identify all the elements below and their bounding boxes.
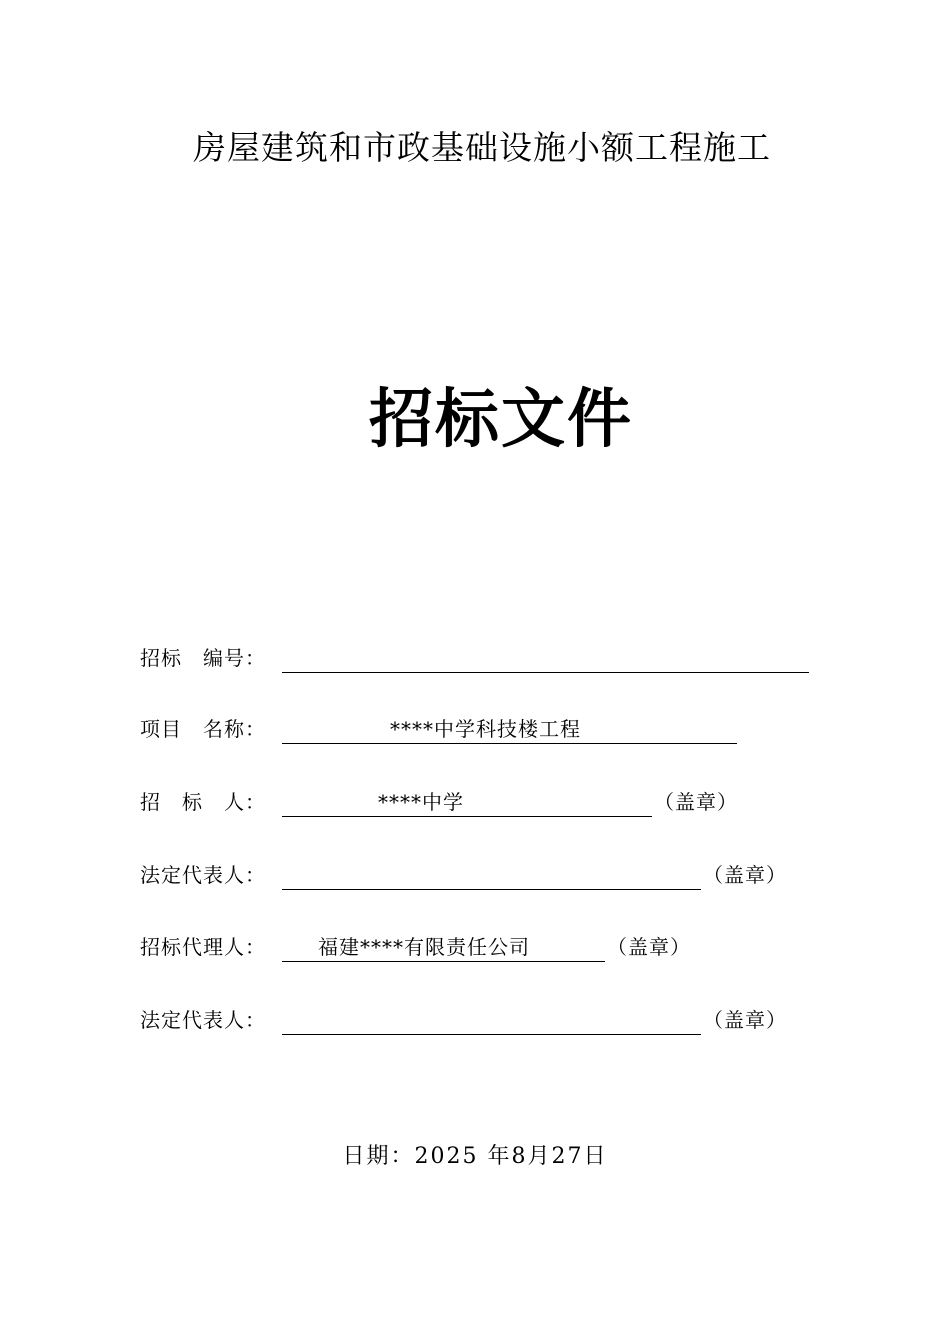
tenderer-stamp-note: （盖章） <box>654 790 738 814</box>
project-name-row <box>140 714 820 744</box>
legal-rep-label-1: 法定代表人： <box>140 863 266 887</box>
agent-label: 招标代理人： <box>140 935 266 959</box>
legal-rep-stamp-note-2: （盖章） <box>703 1008 787 1032</box>
tenderer-label: 招 标 人： <box>140 790 266 814</box>
agent-value: 福建****有限责任公司 <box>318 935 530 959</box>
bid-number-field[interactable] <box>282 643 809 673</box>
legal-rep-label-2: 法定代表人： <box>140 1008 266 1032</box>
legal-rep-field-1[interactable] <box>282 860 701 890</box>
tenderer-value: ****中学 <box>378 790 464 814</box>
legal-rep-row-1 <box>140 860 820 890</box>
legal-rep-row-2 <box>140 1005 820 1035</box>
agent-field[interactable] <box>282 932 605 962</box>
bid-number-label: 招标 编号： <box>140 646 266 670</box>
project-name-field[interactable] <box>282 714 737 744</box>
legal-rep-field-2[interactable] <box>282 1005 701 1035</box>
legal-rep-stamp-note-1: （盖章） <box>703 863 787 887</box>
document-subtitle: 房屋建筑和市政基础设施小额工程施工 <box>193 128 771 167</box>
project-name-value: ****中学科技楼工程 <box>390 717 581 741</box>
tenderer-field[interactable] <box>282 787 652 817</box>
project-name-label: 项目 名称： <box>140 717 266 741</box>
document-title: 招标文件 <box>369 382 633 457</box>
document-date: 日期：2025 年8月27日 <box>342 1144 608 1169</box>
tenderer-row <box>140 787 820 817</box>
agent-stamp-note: （盖章） <box>607 935 691 959</box>
agent-row <box>140 932 820 962</box>
bid-number-row <box>140 643 820 673</box>
